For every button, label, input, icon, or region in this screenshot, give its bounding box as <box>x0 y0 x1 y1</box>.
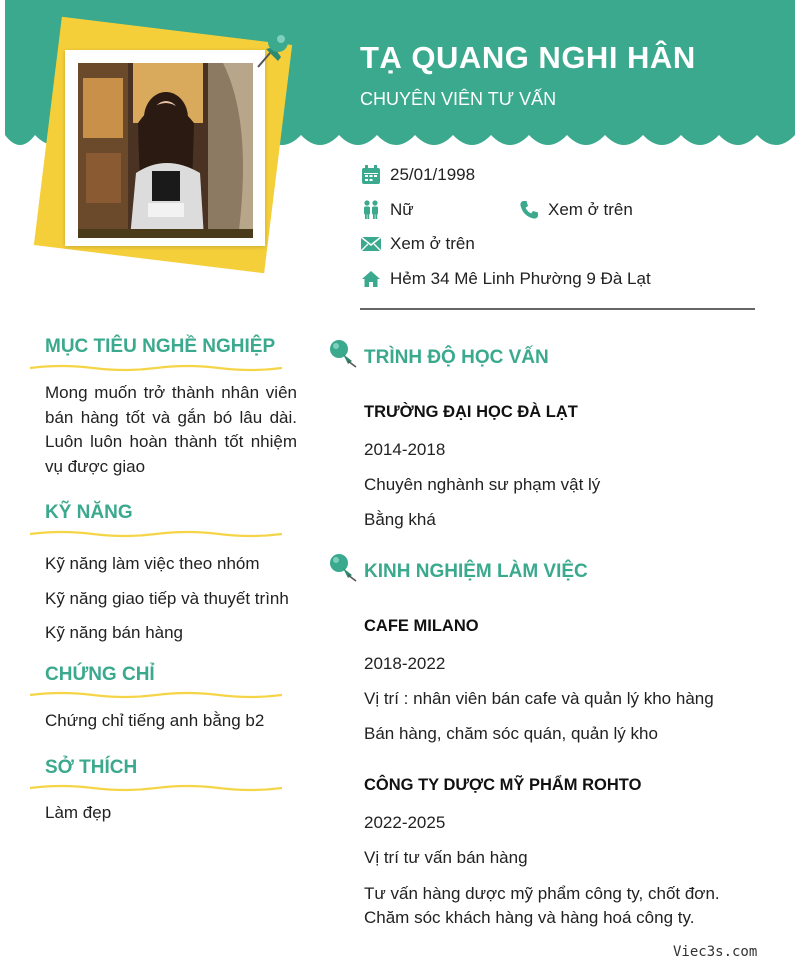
education-grade: Bằng khá <box>364 510 436 529</box>
certificates-underline <box>30 690 282 700</box>
photo-frame <box>65 50 265 246</box>
school-name: TRƯỜNG ĐẠI HỌC ĐÀ LẠT <box>364 403 578 421</box>
address-value: Hẻm 34 Mê Linh Phường 9 Đà Lạt <box>390 269 651 288</box>
hobbies-underline <box>30 783 282 793</box>
objective-underline <box>30 363 282 373</box>
pushpin-icon <box>326 551 358 583</box>
contact-phone <box>518 199 633 221</box>
calendar-icon <box>360 164 382 186</box>
contact-address <box>360 268 651 290</box>
job-position: Vị trí tư vấn bán hàng <box>364 848 528 867</box>
job-description-line: Chăm sóc khách hàng và hàng hoá công ty. <box>364 908 695 927</box>
skill-item: Kỹ năng giao tiếp và thuyết trình <box>45 589 289 608</box>
job-years: 2018-2022 <box>364 654 446 673</box>
job-description: Bán hàng, chăm sóc quán, quản lý kho <box>364 724 658 743</box>
job-years: 2022-2025 <box>364 813 446 832</box>
job-position: Vị trí : nhân viên bán cafe và quản lý kho hàng <box>364 689 714 708</box>
certificate-item: Chứng chỉ tiếng anh bằng b2 <box>45 711 265 730</box>
contact-birthday <box>360 164 475 186</box>
objective-heading: MỤC TIÊU NGHỀ NGHIỆP <box>45 336 276 357</box>
company-name: CAFE MILANO <box>364 617 479 635</box>
pushpin-icon <box>248 27 294 73</box>
contact-email <box>360 233 475 255</box>
job-description-line: Tư vấn hàng dược mỹ phẩm công ty, chốt đơn. <box>364 884 720 903</box>
hobby-item: Làm đẹp <box>45 803 112 822</box>
education-major: Chuyên nghành sư phạm vật lý <box>364 475 601 494</box>
candidate-name: TẠ QUANG NGHI HÂN <box>360 40 696 75</box>
email-value: Xem ở trên <box>390 234 475 253</box>
certificates-heading: CHỨNG CHỈ <box>45 664 155 685</box>
job-description <box>364 882 720 930</box>
education-years: 2014-2018 <box>364 440 446 459</box>
pushpin-icon <box>326 337 358 369</box>
hobbies-heading: SỞ THÍCH <box>45 757 138 778</box>
watermark: Viec3s.com <box>673 944 758 960</box>
candidate-title: CHUYÊN VIÊN TƯ VẤN <box>360 89 557 109</box>
home-icon <box>360 268 382 290</box>
skill-item: Kỹ năng bán hàng <box>45 623 184 642</box>
photo-bottom-strip <box>78 229 253 238</box>
envelope-icon <box>360 233 382 255</box>
people-icon <box>360 199 382 221</box>
phone-icon <box>518 199 540 221</box>
education-heading: TRÌNH ĐỘ HỌC VẤN <box>364 347 549 368</box>
skills-heading: KỸ NĂNG <box>45 502 133 523</box>
profile-photo <box>78 63 253 238</box>
skill-item: Kỹ năng làm việc theo nhóm <box>45 554 260 573</box>
objective-text: Mong muốn trở thành nhân viên bán hàng tốt và gắn bó lâu dài. Luôn luôn hoàn thành tốt nhiệm vụ được giao <box>45 383 297 476</box>
header-divider <box>360 308 755 310</box>
profile-photo-area <box>40 25 300 285</box>
gender-value: Nữ <box>390 200 414 219</box>
skills-underline <box>30 529 282 539</box>
birthday-value: 25/01/1998 <box>390 165 476 184</box>
experience-heading: KINH NGHIỆM LÀM VIỆC <box>364 561 588 582</box>
contact-gender <box>360 199 414 221</box>
phone-value: Xem ở trên <box>548 200 633 219</box>
company-name: CÔNG TY DƯỢC MỸ PHẨM ROHTO <box>364 776 642 794</box>
